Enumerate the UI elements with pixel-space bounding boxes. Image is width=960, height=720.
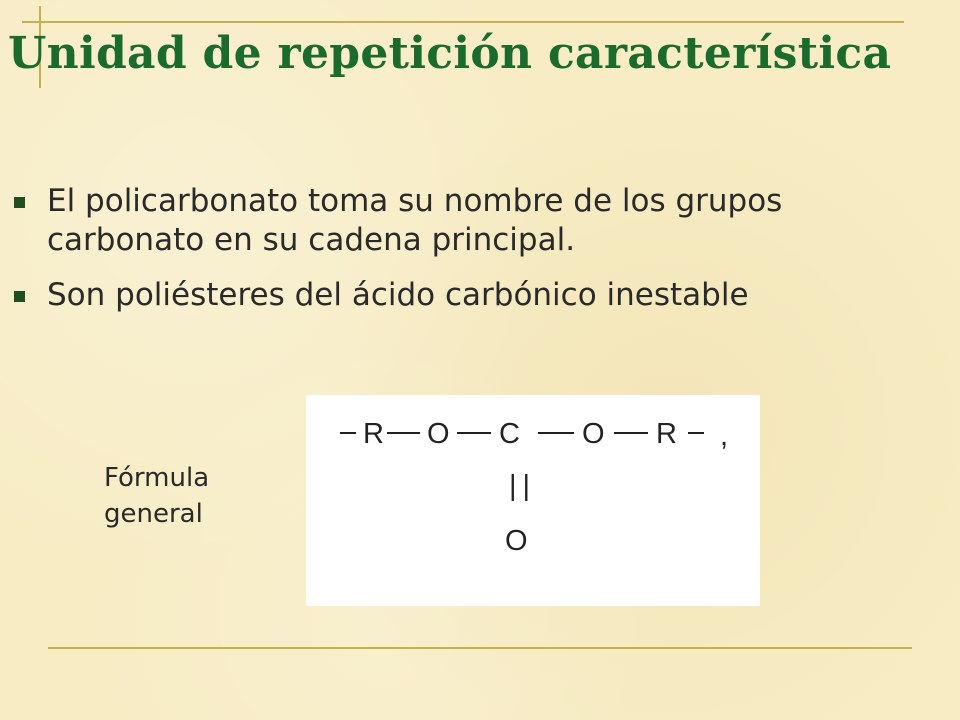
formula-label: Fórmula general bbox=[104, 463, 210, 529]
slide-title: Unidad de repetición característica bbox=[8, 28, 892, 79]
atom-r-right: R bbox=[656, 418, 677, 450]
carbonate-formula-diagram bbox=[306, 395, 760, 606]
atom-o-right: O bbox=[582, 418, 605, 450]
bullet-square-icon bbox=[14, 291, 25, 302]
atom-o-carbonyl: O bbox=[505, 525, 528, 557]
bottom-rule bbox=[48, 647, 912, 649]
atom-c: C bbox=[499, 418, 520, 450]
formula-image bbox=[306, 395, 760, 606]
atom-r-left: R bbox=[363, 418, 384, 450]
bullet-item bbox=[12, 276, 932, 315]
bullet-item bbox=[12, 182, 932, 260]
bullet-square-icon bbox=[14, 197, 25, 208]
top-rule bbox=[22, 21, 904, 23]
double-bond: || bbox=[509, 470, 537, 502]
bullet-text: El policarbonato toma su nombre de los grupos carbonato en su cadena principal. bbox=[47, 183, 783, 258]
trailing-comma: , bbox=[720, 420, 729, 452]
atom-o-left: O bbox=[427, 418, 450, 450]
bullet-list bbox=[12, 182, 932, 331]
bullet-text: Son poliésteres del ácido carbónico inestable bbox=[47, 277, 749, 313]
